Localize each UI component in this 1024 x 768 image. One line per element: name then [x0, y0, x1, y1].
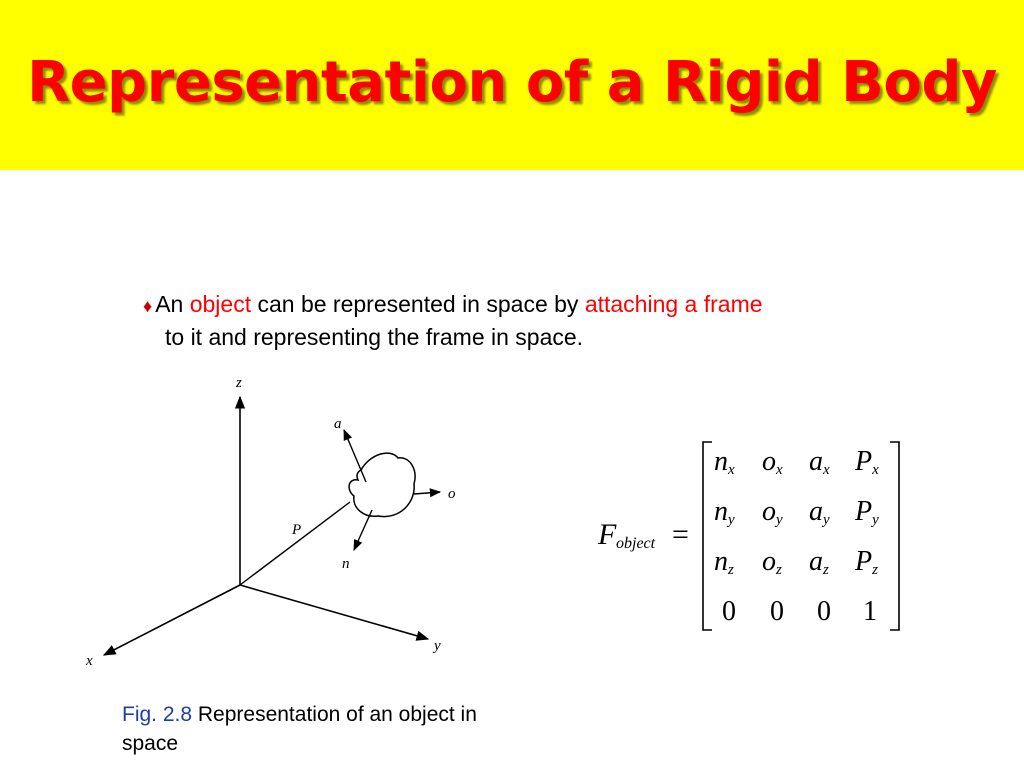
matrix-left-bracket [703, 442, 712, 630]
figure-caption [122, 700, 482, 759]
rigid-body-diagram [78, 372, 478, 672]
matrix-cell-r4-c4 [863, 596, 877, 627]
figure-caption-text: Representation of an object in space [122, 703, 477, 756]
matrix-cell-r3-c3 [809, 546, 829, 578]
matrix-cell-subscript: y [776, 512, 783, 528]
matrix-cell-symbol: n [714, 546, 728, 577]
matrix-cell-r3-c2 [762, 546, 782, 578]
bullet-text-2: can be represented in space by [251, 291, 585, 317]
matrix-lhs-subscript: object [616, 535, 656, 552]
matrix-cells [714, 446, 879, 627]
matrix-cell-symbol: a [809, 546, 823, 577]
matrix-cell-subscript: z [823, 562, 829, 578]
matrix-cell-subscript: x [823, 462, 830, 478]
bullet-highlight-object: object [189, 291, 252, 317]
matrix-cell-subscript: y [728, 512, 735, 528]
matrix-cell-r2-c3 [809, 496, 830, 528]
rigid-body-blob [349, 453, 415, 516]
matrix-cell-subscript: z [872, 562, 878, 578]
matrix-cell-symbol: 1 [863, 596, 877, 627]
bullet-highlight-frame: attaching a frame [584, 291, 763, 317]
x-axis [104, 585, 240, 655]
frame-matrix [590, 430, 910, 640]
matrix-cell-r2-c1 [714, 496, 735, 528]
a-axis-vector [344, 430, 366, 482]
matrix-cell-symbol: o [762, 496, 776, 527]
matrix-cell-subscript: x [728, 462, 735, 478]
y-axis [240, 585, 428, 639]
slide-title: Representation of a Rigid Body [27, 50, 997, 115]
matrix-cell-symbol: o [762, 546, 776, 577]
figure-number: Fig. 2.8 [122, 703, 193, 726]
n-axis-vector [354, 510, 372, 550]
bullet-line-2: to it and representing the frame in space. [165, 324, 584, 351]
matrix-cell-symbol: n [714, 496, 728, 527]
bullet-text-1: An [155, 291, 190, 317]
matrix-cell-symbol: o [762, 446, 776, 477]
position-vector-p [240, 502, 350, 585]
matrix-cell-symbol: 0 [770, 596, 784, 627]
matrix-cell-r1-c2 [762, 446, 783, 478]
matrix-cell-r2-c2 [762, 496, 783, 528]
matrix-cell-symbol: P [855, 496, 873, 527]
matrix-lhs-symbol: F [598, 518, 617, 551]
label-n: n [342, 556, 350, 572]
label-a: a [334, 416, 342, 432]
matrix-cell-symbol: 0 [817, 596, 831, 627]
matrix-cell-r1-c3 [809, 446, 830, 478]
label-z: z [236, 375, 242, 391]
matrix-cell-symbol: n [714, 446, 728, 477]
label-y: y [434, 638, 441, 654]
label-p: P [292, 522, 302, 538]
matrix-right-bracket [890, 442, 899, 630]
matrix-cell-r4-c3 [817, 596, 831, 627]
matrix-cell-symbol: P [855, 446, 873, 477]
matrix-cell-r1-c4 [854, 446, 879, 478]
matrix-cell-r3-c1 [714, 546, 734, 578]
matrix-cell-r2-c4 [854, 496, 879, 528]
matrix-cell-r4-c2 [770, 596, 784, 627]
label-o: o [448, 486, 456, 502]
matrix-cell-subscript: z [776, 562, 782, 578]
o-axis-vector [414, 492, 440, 494]
matrix-cell-r3-c4 [854, 546, 878, 578]
bullet-line-1 [143, 288, 943, 321]
matrix-cell-subscript: y [872, 512, 879, 528]
matrix-cell-symbol: 0 [722, 596, 736, 627]
matrix-cell-symbol: a [809, 496, 823, 527]
matrix-cell-symbol: a [809, 446, 823, 477]
matrix-cell-subscript: x [872, 462, 879, 478]
matrix-cell-r1-c1 [714, 446, 735, 478]
matrix-cell-subscript: x [776, 462, 783, 478]
matrix-cell-subscript: z [728, 562, 734, 578]
label-x: x [86, 653, 93, 669]
diamond-bullet-icon: ♦ [143, 296, 153, 316]
matrix-equals-sign: = [672, 518, 689, 551]
bullet-point [143, 288, 943, 355]
matrix-cell-subscript: y [823, 512, 830, 528]
matrix-cell-r4-c1 [722, 596, 736, 627]
matrix-cell-symbol: P [855, 546, 873, 577]
